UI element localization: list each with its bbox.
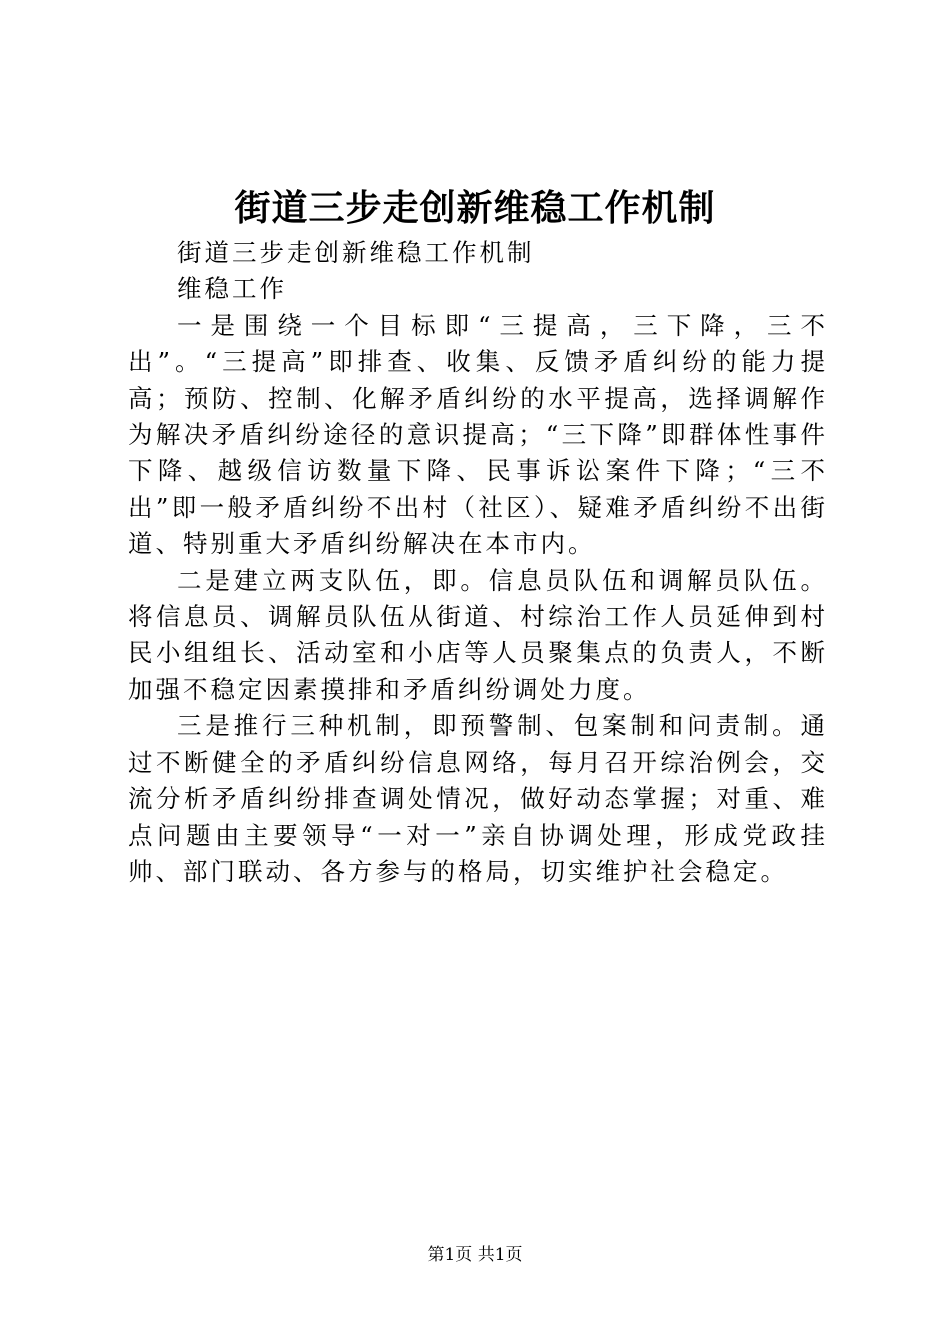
category-paragraph: 维稳工作 <box>177 274 287 304</box>
paragraph-mechanisms: 三是推行三种机制，即预警制、包案制和问责制。通过不断健全的矛盾纠纷信息网络，每月召开综治例会，交流分析矛盾纠纷排查调处情况，做好动态掌握；对重、难点问题由主要领导“一对一”亲自协调处理，形成党政挂帅、部门联动、各方参与的格局，切实维护社会稳定。 <box>128 711 828 886</box>
page-footer: 第1页 共1页 <box>427 1245 523 1265</box>
subtitle-paragraph: 街道三步走创新维稳工作机制 <box>177 238 535 267</box>
paragraph-teams: 二是建立两支队伍，即。信息员队伍和调解员队伍。将信息员、调解员队伍从街道、村综治工作人员延伸到村民小组组长、活动室和小店等人员聚集点的负责人，不断加强不稳定因素摸排和矛盾纠纷调处力度。 <box>128 565 828 704</box>
document-body <box>128 235 828 890</box>
paragraph-goal: 一是围绕一个目标即“三提高，三下降，三不出”。“三提高”即排查、收集、反馈矛盾纠纷的能力提高；预防、控制、化解矛盾纠纷的水平提高，选择调解作为解决矛盾纠纷途径的意识提高；“三下降”即群体性事件下降、越级信访数量下降、民事诉讼案件下降；“三不出”即一般矛盾纠纷不出村（社区）、疑难矛盾纠纷不出街道、特别重大矛盾纠纷解决在本市内。 <box>128 310 828 559</box>
page-title: 街道三步走创新维稳工作机制 <box>234 187 716 229</box>
